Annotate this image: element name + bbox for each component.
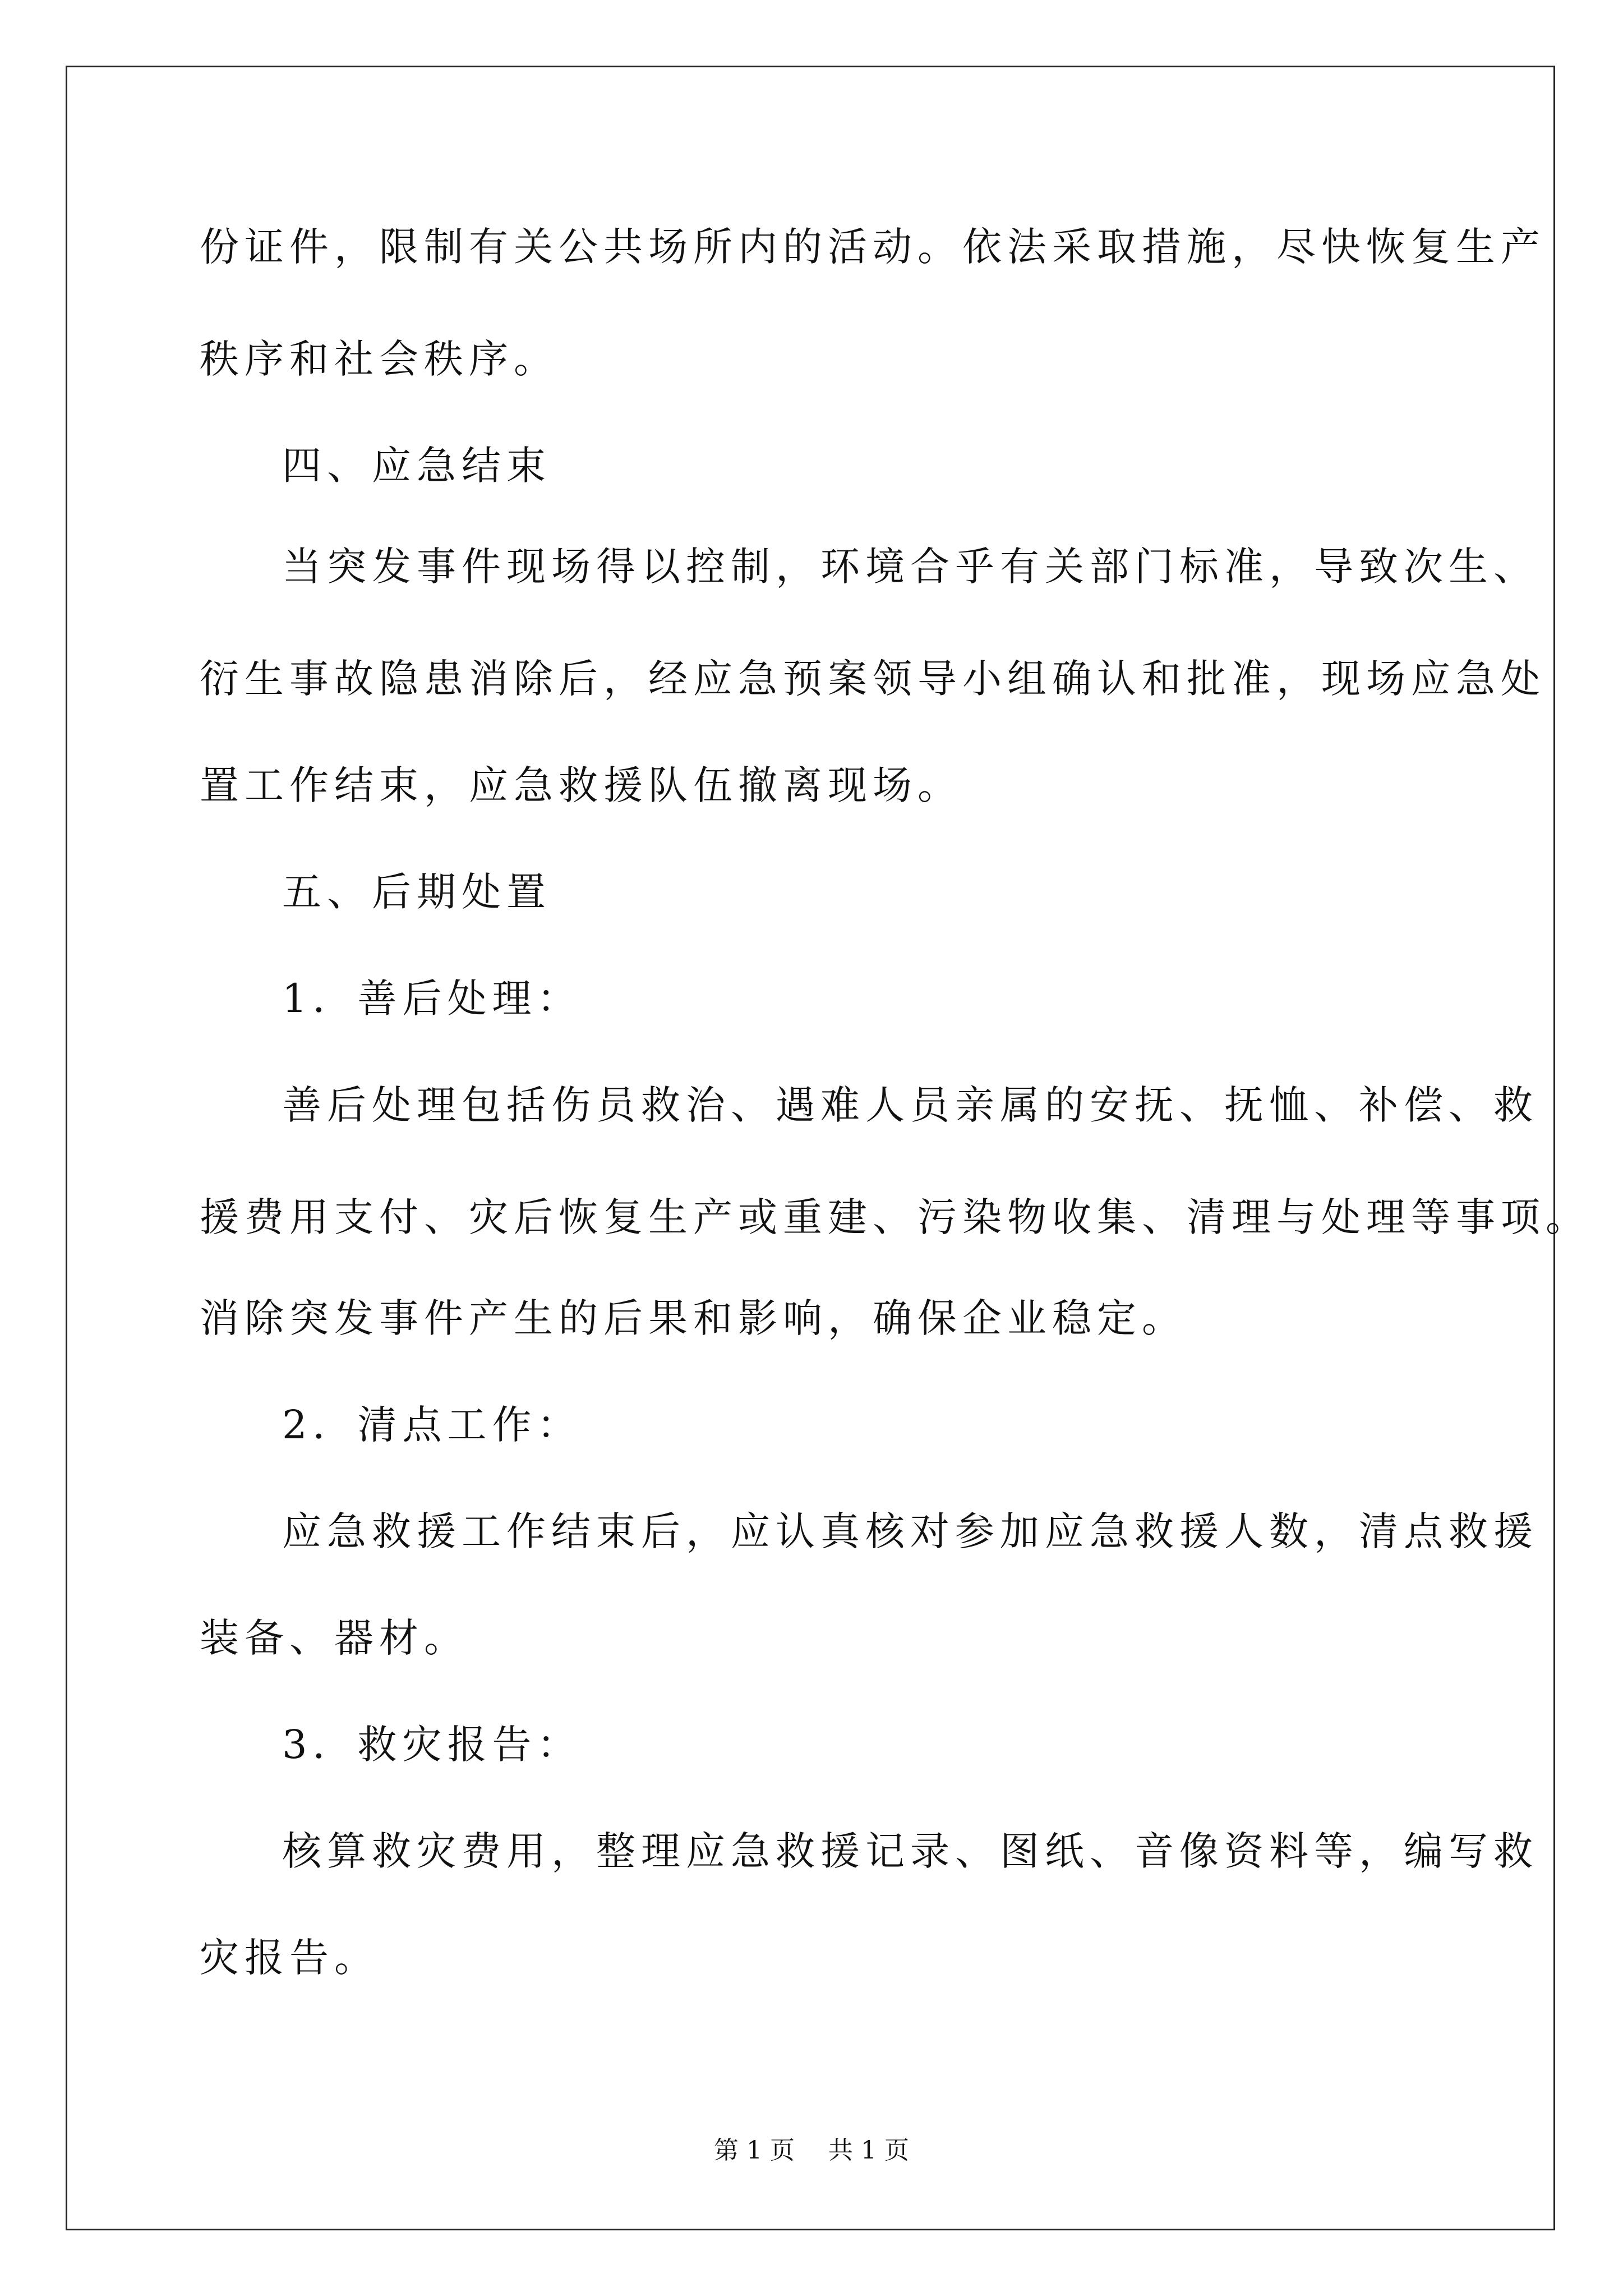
text-line: 援费用支付、灾后恢复生产或重建、污染物收集、清理与处理等事项。 bbox=[200, 1194, 1590, 1240]
text-line: 善后处理包括伤员救治、遇难人员亲属的安抚、抚恤、补偿、救 bbox=[282, 1082, 1538, 1128]
text-line: 灾报告。 bbox=[200, 1935, 379, 1981]
subsection-heading: 2．清点工作： bbox=[282, 1402, 582, 1448]
text-line: 核算救灾费用，整理应急救援记录、图纸、音像资料等，编写救 bbox=[282, 1828, 1538, 1874]
text-line: 应急救援工作结束后，应认真核对参加应急救援人数，清点救援 bbox=[282, 1508, 1538, 1554]
text-line: 秩序和社会秩序。 bbox=[200, 336, 559, 382]
page-footer bbox=[0, 2138, 1623, 2163]
page-border bbox=[66, 66, 1555, 2230]
text-line: 份证件，限制有关公共场所内的活动。依法采取措施，尽快恢复生产 bbox=[200, 224, 1546, 270]
text-line: 置工作结束，应急救援队伍撤离现场。 bbox=[200, 762, 962, 808]
section-heading: 四、应急结束 bbox=[282, 443, 551, 489]
subsection-heading: 1．善后处理： bbox=[282, 976, 582, 1022]
page-total: 共 1 页 bbox=[828, 2136, 909, 2165]
text-line: 装备、器材。 bbox=[200, 1615, 469, 1661]
page-number: 第 1 页 bbox=[714, 2136, 795, 2165]
subsection-heading: 3．救灾报告： bbox=[282, 1722, 582, 1768]
section-heading: 五、后期处置 bbox=[282, 869, 551, 915]
text-line: 衍生事故隐患消除后，经应急预案领导小组确认和批准，现场应急处 bbox=[200, 656, 1546, 702]
text-line: 当突发事件现场得以控制，环境合乎有关部门标准，导致次生、 bbox=[282, 544, 1538, 590]
text-line: 消除突发事件产生的后果和影响，确保企业稳定。 bbox=[200, 1295, 1187, 1341]
